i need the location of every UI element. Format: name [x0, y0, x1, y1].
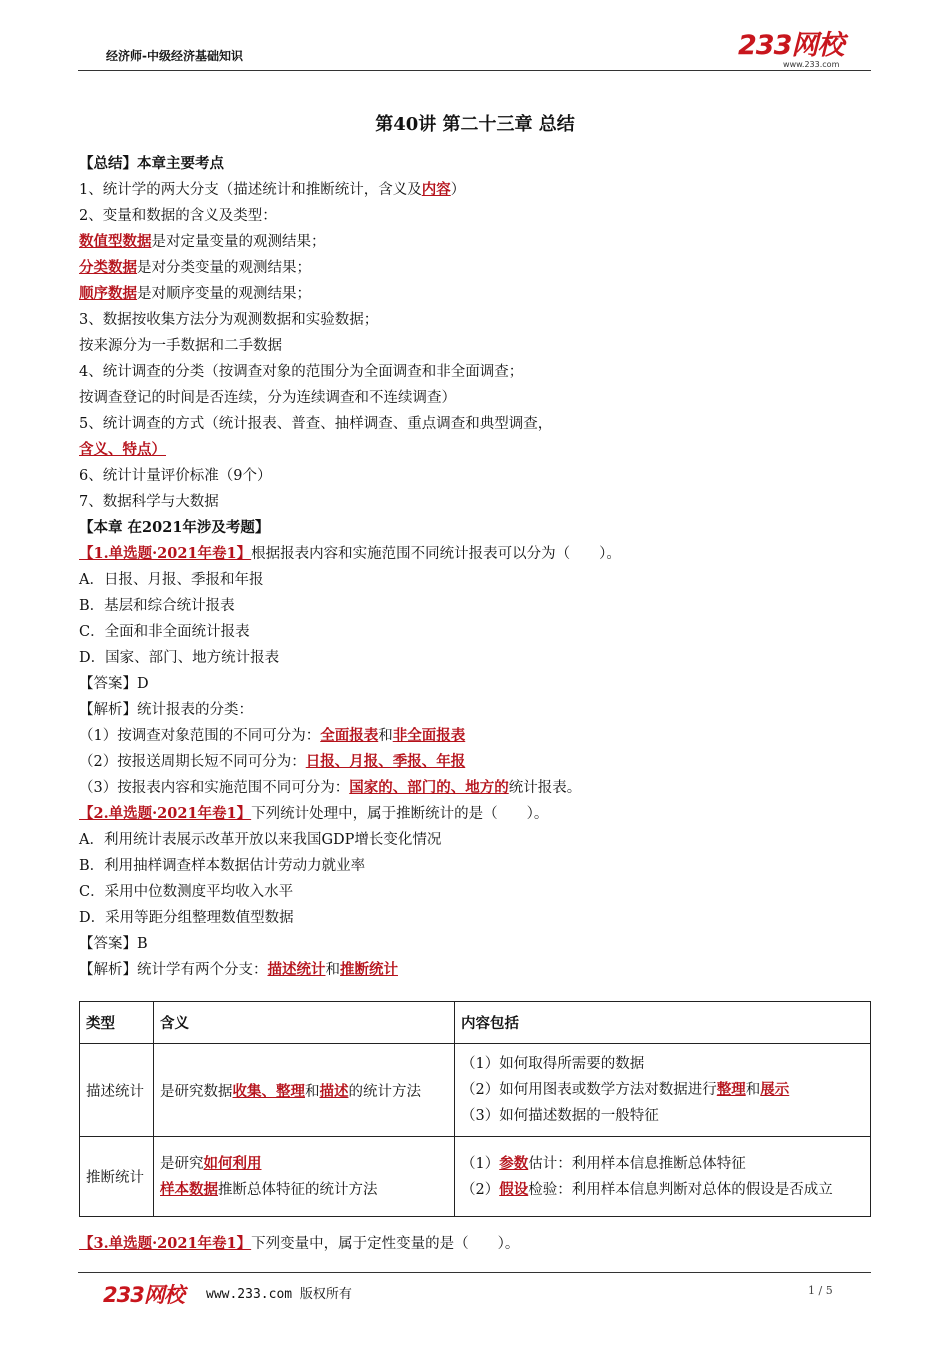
- summary-line-7: 按来源分为一手数据和二手数据: [79, 338, 282, 354]
- q1-analysis-point-1: （1）按调查对象范围的不同可分为：全面报表和非全面报表: [79, 727, 466, 744]
- q2-option-b: B．利用抽样调查样本数据估计劳动力就业率: [79, 858, 366, 874]
- meaning-line: 是研究如何利用: [160, 1154, 262, 1172]
- q2-option-a: A．利用统计表展示改革开放以来我国GDP增长变化情况: [79, 832, 442, 848]
- q2-option-c: C．采用中位数测度平均收入水平: [79, 884, 294, 900]
- content-line: （2）如何用图表或数学方法对数据进行整理和展示: [461, 1081, 790, 1098]
- q2-analysis: 【解析】统计学有两个分支：描述统计和推断统计: [79, 961, 398, 978]
- q2-option-d: D．采用等距分组整理数值型数据: [79, 910, 294, 926]
- summary-line-8: 4、统计调查的分类（按调查对象的范围分为全面调查和非全面调查；: [79, 364, 524, 380]
- q1-analysis-point-2: （2）按报送周期长短不同可分为：日报、月报、季报、年报: [79, 753, 466, 770]
- content-line: （2）假设检验：利用样本信息判断对总体的假设是否成立: [461, 1180, 833, 1198]
- page-number: 1 / 5: [808, 1284, 833, 1297]
- q1-stem: 【1.单选题·2021年卷1】根据报表内容和实施范围不同统计报表可以分为（ ）。: [79, 545, 621, 562]
- summary-line-2: 2、变量和数据的含义及类型：: [79, 208, 277, 224]
- exam-heading: 【本章 在2021年涉及考题】: [79, 519, 270, 536]
- summary-line-6: 3、数据按收集方法分为观测数据和实验数据；: [79, 312, 379, 328]
- footer-logo[interactable]: 233网校: [103, 1283, 184, 1307]
- table-header-meaning: 含义: [154, 1002, 455, 1044]
- summary-line-3: 数值型数据是对定量变量的观测结果；: [79, 233, 326, 250]
- q2-stem: 【2.单选题·2021年卷1】下列统计处理中，属于推断统计的是（ ）。: [79, 805, 549, 822]
- q1-option-b: B．基层和综合统计报表: [79, 598, 235, 614]
- table-row: [80, 1044, 871, 1137]
- q1-analysis: 【解析】统计报表的分类：: [79, 702, 253, 718]
- table-row: [80, 1137, 871, 1217]
- header-divider: [78, 70, 871, 71]
- summary-line-13: 7、数据科学与大数据: [79, 494, 219, 510]
- page-title: 第40讲 第二十三章 总结: [375, 114, 575, 135]
- table-header-contents: 内容包括: [455, 1002, 871, 1044]
- table-cell-type: 描述统计: [80, 1044, 154, 1137]
- logo-url: www.233.com: [783, 60, 840, 69]
- summary-line-4: 分类数据是对分类变量的观测结果；: [79, 259, 311, 276]
- summary-line-11: 含义、特点）: [79, 441, 166, 458]
- summary-heading: 【总结】本章主要考点: [79, 155, 224, 172]
- q1-option-d: D．国家、部门、地方统计报表: [79, 650, 280, 666]
- content-line: （3）如何描述数据的一般特征: [461, 1108, 659, 1124]
- table-cell-contents: [455, 1044, 871, 1137]
- footer-copyright: www.233.com 版权所有: [206, 1287, 352, 1302]
- summary-line-9: 按调查登记的时间是否连续，分为连续调查和不连续调查）: [79, 390, 456, 406]
- summary-line-10: 5、统计调查的方式（统计报表、普查、抽样调查、重点调查和典型调查，: [79, 416, 553, 432]
- q1-answer: 【答案】D: [79, 676, 149, 692]
- table-cell-type: 推断统计: [80, 1137, 154, 1217]
- logo-wordmark: 233网校: [738, 30, 844, 61]
- q2-answer: 【答案】B: [79, 936, 148, 952]
- q1-analysis-point-3: （3）按报表内容和实施范围不同可分为：国家的、部门的、地方的统计报表。: [79, 779, 582, 796]
- header-course: 经济师-中级经济基础知识: [106, 49, 243, 63]
- table-cell-contents: [455, 1137, 871, 1217]
- table-cell-meaning: 是研究数据收集、整理和描述的统计方法: [154, 1044, 455, 1137]
- summary-line-5: 顺序数据是对顺序变量的观测结果；: [79, 285, 311, 302]
- table-cell-meaning: [154, 1137, 455, 1217]
- footer-divider: [78, 1272, 871, 1273]
- q3-stem: 【3.单选题·2021年卷1】下列变量中，属于定性变量的是（ ）。: [79, 1235, 520, 1252]
- summary-line-1: 1、统计学的两大分支（描述统计和推断统计，含义及内容）: [79, 181, 466, 198]
- content-line: （1）参数估计：利用样本信息推断总体特征: [461, 1154, 746, 1172]
- q1-option-a: A．日报、月报、季报和年报: [79, 572, 264, 588]
- meaning-line: 样本数据推断总体特征的统计方法: [160, 1180, 378, 1198]
- table-header-row: [80, 1002, 871, 1044]
- summary-line-12: 6、统计计量评价标准（9个）: [79, 468, 272, 484]
- brand-logo[interactable]: [738, 32, 843, 69]
- table-header-type: 类型: [80, 1002, 154, 1044]
- statistics-branches-table: [79, 1001, 871, 1217]
- content-line: （1）如何取得所需要的数据: [461, 1056, 645, 1072]
- q1-option-c: C．全面和非全面统计报表: [79, 624, 250, 640]
